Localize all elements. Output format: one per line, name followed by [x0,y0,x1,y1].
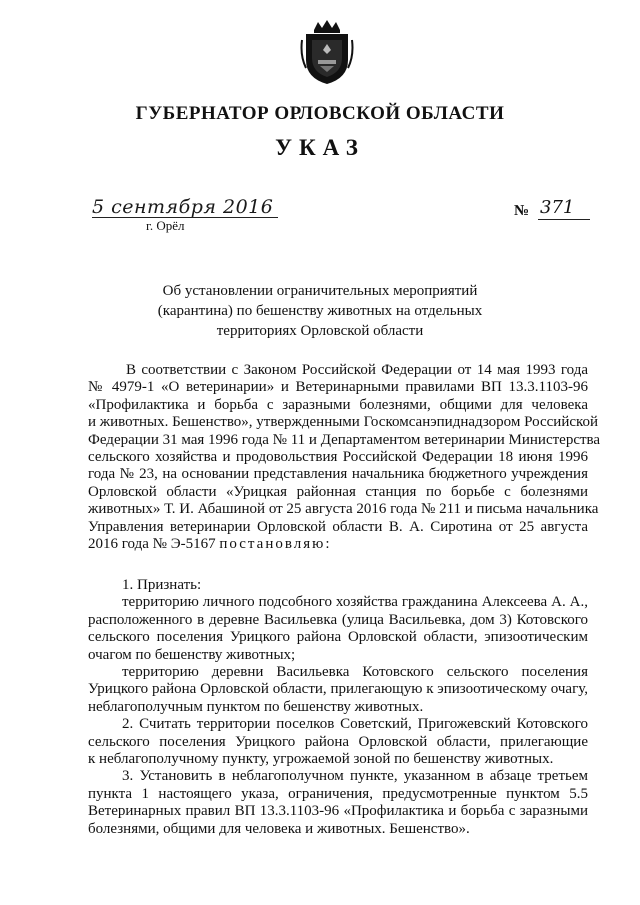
preamble-line: Орловской области «Урицкая районная станция по борьбе с болезнями [88,483,588,500]
document-type: УКАЗ [275,135,365,160]
preamble-line: года № 23, на основании представления начальника бюджетного учреждения [88,466,588,483]
decree-subject [0,281,640,341]
coat-of-arms-icon [300,20,354,86]
decree-items [88,577,588,838]
preamble-paragraph [88,362,601,553]
preamble-line: животных» Т. И. Абашиной от 25 августа 2016 года № 211 и письма начальника [88,501,599,518]
subject-line: Об установлении ограничительных мероприятий [162,283,478,299]
number-underline [538,218,590,220]
item-line: пункта 1 настоящего указа, ограничения, предусмотренные пунктом 5.5 [88,785,588,802]
preamble-line: Управления ветеринарии Орловской области В. А. Сиротина от 25 августа [88,518,588,535]
preamble-line: Федерации 31 мая 1996 года № 11 и Департаментом ветеринарии Министерства [88,431,601,448]
item-line: расположенного в деревне Васильевка (улица Васильевка, дом 3) Котовского [88,611,588,628]
item-line: очагом по бешенству животных; [88,646,296,663]
item-line: сельского поселения Урицкого района Орловской области, эпизоотическим [88,629,588,646]
item-line: 2. Считать территории поселков Советский, Пригожевский Котовского [122,716,588,733]
preamble-line: В соответствии с Законом Российской Федерации от 14 мая 1993 года [126,362,588,378]
item-line: 3. Установить в неблагополучном пункте, указанном в абзаце третьем [122,768,588,785]
preamble-line: «Профилактика и борьба с заразными болезнями, общими для человека [88,396,588,413]
preamble-last-line [88,536,588,553]
handwritten-date: 5 сентября 2016 [92,196,274,218]
item-line: болезнями, общими для человека и животных. Бешенство». [88,820,470,837]
preamble-line: сельского хозяйства и продовольствия Российской Федерации 18 июня 1996 [88,449,588,466]
preamble-line: и животных. Бешенство», утвержденными Госкомсанэпиднадзором Российской [88,414,599,431]
item-line: неблагополучным пунктом по бешенству животных. [88,698,424,715]
item-line: территорию личного подсобного хозяйства гражданина Алексеева А. А., [122,594,588,611]
item-line: 1. Признать: [122,577,202,593]
item-line: сельского поселения Урицкого района Орловской области, прилегающие [88,733,588,750]
number-label: № [514,203,530,219]
handwritten-number: 371 [540,197,575,218]
subject-line: (карантина) по бешенству животных на отдельных [157,303,483,319]
preamble-line: № 4979-1 «О ветеринарии» и Ветеринарными правилами ВП 13.3.1103-96 [88,379,588,396]
date-underline [92,216,278,218]
item-line: к неблагополучному пункту, угрожаемой зоной по бешенству животных. [88,751,554,768]
issuer-title: ГУБЕРНАТОР ОРЛОВСКОЙ ОБЛАСТИ [135,103,505,124]
item-line: Ветеринарных правил ВП 13.3.1103-96 «Профилактика и борьба с заразными [88,803,588,820]
resolve-word: постановляю: [219,536,332,553]
issue-city: г. Орёл [146,218,185,233]
subject-line: территориях Орловской области [216,323,424,339]
item-line: территорию деревни Васильевка Котовского сельского поселения [122,664,588,681]
preamble-line: 2016 года № Э-5167 [88,536,216,553]
item-line: Урицкого района Орловской области, прилегающую к эпизоотическому очагу, [88,681,588,698]
